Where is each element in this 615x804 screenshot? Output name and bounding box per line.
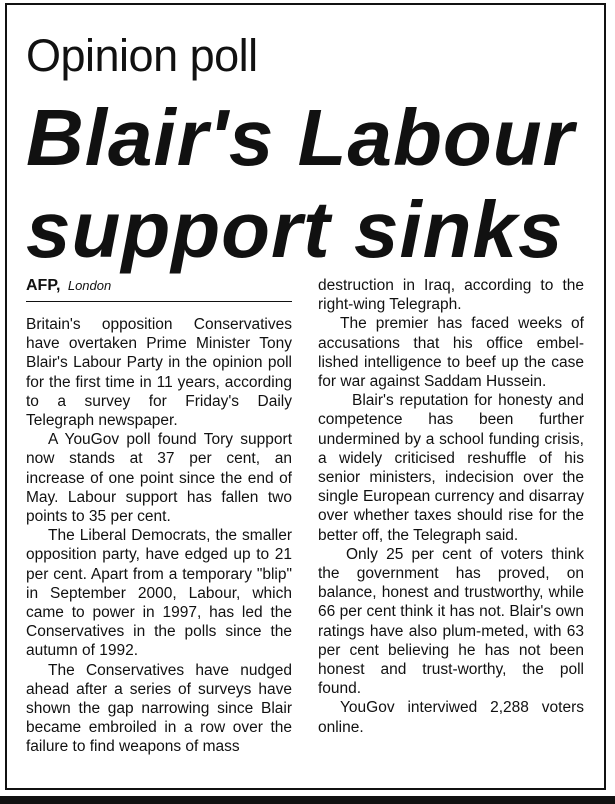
- headline: [26, 92, 575, 276]
- kicker: Opinion poll: [26, 30, 258, 81]
- paragraph: YouGov interviwed 2,288 voters online.: [318, 699, 584, 736]
- paragraph: Britain's opposition Conservatives have overtaken Prime Minister Tony Blair's Labour Party in the opinion poll for the first time in 11 years, according to a survey for Friday's Daily Telegraph newspaper.: [26, 316, 292, 430]
- paragraph: destruction in Iraq, according to the right-wing Telegraph.: [318, 277, 584, 314]
- paragraph: The Conservatives have nudged ahead after a series of surveys have shown the gap narrowing since Blair became embroiled in a row over the failure to find weapons of mass: [26, 661, 292, 756]
- byline-agency: AFP,: [26, 277, 61, 294]
- bottom-rule: [0, 796, 615, 804]
- paragraph: Only 25 per cent of voters think the government has proved, on balance, honest and trustworthy, while 66 per cent think it has not. Blair's own ratings have also plum-meted, with 63 per cent believing he has not been honest and trust-worthy, the poll found.: [318, 545, 584, 698]
- paragraph: Blair's reputation for honesty and competence has been further undermined by a school funding crisis, a widely criticised reshuffle of his senior ministers, indecision over the single European currency and disarray over whether taxes should rise for the better off, the Telegraph said.: [318, 392, 584, 544]
- byline: [26, 277, 292, 302]
- paragraph: The Liberal Democrats, the smaller opposition party, have edged up to 21 per cent. Apart from a temporary "blip" in September 2000, Labour, which came to power in 1997, has led the Conservatives in the polls since the autumn of 1992.: [26, 527, 292, 660]
- paragraph: A YouGov poll found Tory support now stands at 37 per cent, an increase of one point since the end of May. Labour support has fallen two points to 35 per cent.: [26, 431, 292, 526]
- paragraph: The premier has faced weeks of accusations that his office embel-lished intelligence to beef up the case for war against Saddam Hussein.: [318, 315, 584, 391]
- byline-location: London: [67, 278, 112, 293]
- article-column-left: [26, 315, 292, 757]
- headline-line-1: Blair's Labour: [26, 93, 575, 182]
- headline-line-2: support sinks: [26, 185, 564, 274]
- article-column-right: [318, 276, 584, 737]
